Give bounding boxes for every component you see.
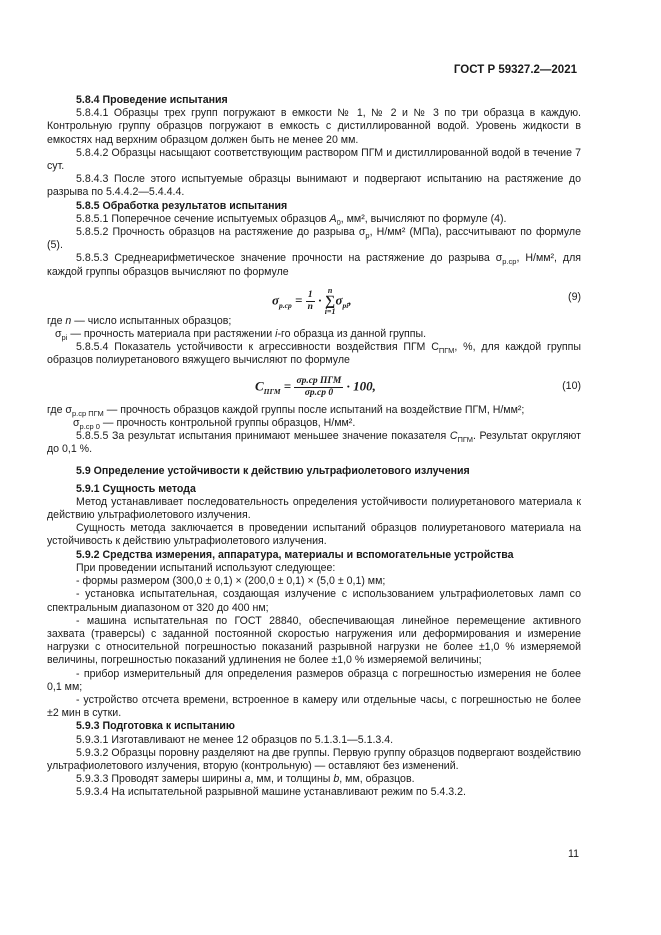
- page-number: 11: [568, 848, 579, 860]
- list-item: - машина испытательная по ГОСТ 28840, обеспечивающая линейное перемещение активного захвата (траверсы) с заданной постоянной скоростью нагружения или деформирования и измерение нагрузки с относительной погрешностью показаний разрывной нагрузки не более ±1,0 % измеряемой величины, погрешностью показаний удлинения не более ±1,0 % измеряемой величины;: [47, 614, 581, 667]
- para-5-9-3-2: 5.9.3.2 Образцы поровну разделяют на две группы. Первую группу образцов подвергают воздействию ультрафиолетового излучения, вторую (контрольную) — оставляют без изменений.: [47, 746, 581, 772]
- where-sigma-pi: $\sigma_{рi}$ — прочность материала при растяжении i-го образца из данной группы.: [55, 328, 427, 343]
- para-5-9-1-a: Метод устанавливает последовательность определения устойчивости полиуретанового материала к действию ультрафиолетового излучения.: [47, 495, 581, 522]
- para-5-8-4-1: 5.8.4.1 Образцы трех групп погружают в емкости № 1, № 2 и № 3 по три образца в каждую. Контрольную группу образцов погружают в емкость с дистиллированной водой. Уровень жидкости в емкостях над верхним образцом должен быть не менее 20 мм.: [47, 107, 581, 146]
- para-5-8-5-2: 5.8.5.2 Прочность образцов на растяжение до разрыва $\sigma_р$, Н/мм² (МПа), рассчитывают по формуле (5).: [47, 226, 581, 252]
- list-item: - установка испытательная, создающая излучение с использованием ультрафиолетовых ламп со спектральным диапазоном от 320 до 400 нм;: [47, 588, 581, 614]
- para-5-9-2-intro: При проведении испытаний используют следующее:: [76, 561, 336, 574]
- heading-5-8-5: 5.8.5 Обработка результатов испытания: [76, 199, 288, 212]
- para-5-8-5-1: 5.8.5.1 Поперечное сечение испытуемых образцов $A_0$, мм², вычисляют по формуле (4).: [76, 212, 507, 227]
- para-5-8-4-2: 5.8.4.2 Образцы насыщают соответствующим раствором ПГМ и дистиллированной водой в течение 7 сут.: [47, 146, 581, 173]
- list-item: - формы размером (300,0 ± 0,1) × (200,0 ± 0,1) × (5,0 ± 0,1) мм;: [76, 575, 386, 588]
- standard-header: ГОСТ Р 59327.2—2021: [453, 64, 577, 76]
- heading-5-9-2: 5.9.2 Средства измерения, аппаратура, материалы и вспомогательные устройства: [76, 548, 514, 561]
- formula-9-number: (9): [568, 290, 581, 303]
- heading-5-9-1: 5.9.1 Сущность метода: [76, 482, 196, 495]
- para-5-8-5-3: 5.8.5.3 Среднеарифметическое значение прочности на растяжение до разрыва $\sigma_{р.ср}$, Н/мм², для каждой группы образцов вычисляют по формуле: [47, 252, 582, 278]
- formula-10-number: (10): [562, 379, 581, 392]
- formula-9-fraction: $\frac{1}{n}$: [307, 289, 313, 312]
- page-content: [47, 94, 581, 800]
- formula-10-body: $C_{ПГМ}$ = $\frac{\text{σр.ср ПГМ}}{\sigma р.ср 0}$ · 100,: [255, 375, 376, 398]
- formula-10: [47, 372, 581, 402]
- para-5-9-3-4: 5.9.3.4 На испытательной разрывной машине устанавливают режим по 5.4.3.2.: [76, 786, 466, 799]
- heading-5-9-3: 5.9.3 Подготовка к испытанию: [76, 720, 235, 733]
- heading-5-8-4: 5.8.4 Проведение испытания: [76, 94, 228, 106]
- para-5-9-1-b: Сущность метода заключается в проведении испытаний образцов полиуретанового материала на устойчивость к действию ультрафиолетового излучения.: [47, 522, 581, 548]
- para-5-8-4-3: 5.8.4.3 После этого испытуемые образцы вынимают и подвергают испытанию на растяжение до разрыва по 5.4.4.2—5.4.4.4.: [47, 173, 581, 199]
- list-item: - устройство отсчета времени, встроенное в камеру или отдельные часы, с погрешностью не более ±2 мин в сутки.: [47, 693, 581, 720]
- formula-9: [47, 283, 581, 316]
- heading-5-9: 5.9 Определение устойчивости к действию ультрафиолетового излучения: [76, 465, 470, 478]
- where-sigma-0: $\sigma_{р.ср 0}$ — прочность контрольной группы образцов, Н/мм².: [73, 416, 356, 431]
- list-item: - прибор измерительный для определения размеров образца с погрешностью измерения не более 0,1 мм;: [47, 667, 581, 693]
- para-5-8-5-4: 5.8.5.4 Показатель устойчивости к агрессивности воздействия ПГМ $С_{ПГМ}$, %, для каждой группы образцов полиуретанового вяжущего вычисляют по формуле: [47, 341, 581, 367]
- formula-9-sum: n ∑ i=1: [324, 285, 336, 316]
- para-5-9-3-3: 5.9.3.3 Проводят замеры ширины а, мм, и толщины b, мм, образцов.: [76, 773, 415, 786]
- para-5-8-5-5: 5.8.5.5 За результат испытания принимают меньшее значение показателя $С_{ПГМ}$. Результат округляют до 0,1 %.: [47, 430, 581, 456]
- where-sigma-pgm: где $\sigma_{р.ср ПГМ}$ — прочность образцов каждой группы после испытаний на воздействие ПГМ, Н/мм²;: [47, 403, 525, 418]
- where-n: где n — число испытанных образцов;: [47, 314, 232, 327]
- para-5-9-3-1: 5.9.3.1 Изготавливают не менее 12 образцов по 5.1.3.1—5.1.3.4.: [76, 733, 394, 746]
- formula-10-fraction: $\frac{\text{σр.ср ПГМ}}{\sigma р.ср 0}$: [296, 375, 342, 398]
- formula-9-body: $\sigma_{р.ср}$ = $\frac{1}{n}$ · n ∑ $i=1\sigma_{рi}$,: [272, 285, 352, 316]
